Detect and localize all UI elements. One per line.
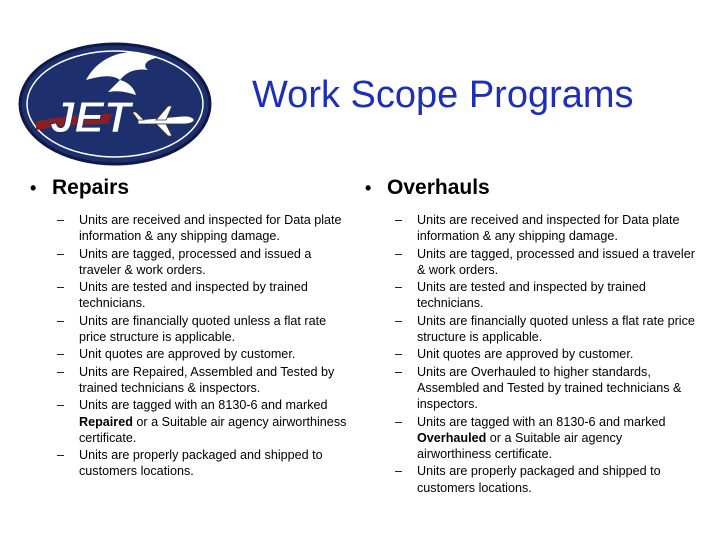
list-item: – Units are tagged, processed and issued a traveler & work orders. — [395, 246, 695, 277]
list-item: – Units are financially quoted unless a flat rate price structure is applicable. — [57, 313, 327, 345]
repairs-column — [30, 176, 350, 481]
list-item: – Units are tagged, processed and issued a traveler & work orders. — [57, 246, 312, 277]
bullet-icon: • — [30, 177, 37, 198]
list-item: – Units are tagged with an 8130-6 and marked Repaired or a Suitable air agency airworthiness certificate. — [57, 398, 347, 445]
list-item: – Unit quotes are approved by customer. — [57, 347, 296, 362]
list-item: – Units are Repaired, Assembled and Tested by trained technicians & inspectors. — [57, 364, 335, 395]
repairs-heading — [30, 176, 350, 200]
list-item: – Units are tested and inspected by trained technicians. — [57, 280, 308, 311]
overhauls-column — [365, 176, 695, 497]
list-item: – Units are tagged with an 8130-6 and marked Overhauled or a Suitable air agency airworthiness certificate. — [395, 414, 666, 462]
list-item: – Unit quotes are approved by customer. — [395, 347, 634, 362]
bullet-icon: • — [365, 177, 372, 198]
list-item: – Units are tested and inspected by trained technicians. — [395, 280, 646, 311]
overhauls-heading-label: Overhauls — [387, 176, 490, 199]
list-item: – Units are received and inspected for Data plate information & any shipping damage. — [395, 213, 680, 244]
list-item: – Units are Overhauled to higher standards, Assembled and Tested by trained technicians & inspectors. — [395, 364, 682, 412]
list-item: – Units are properly packaged and shipped to customers locations. — [57, 448, 323, 479]
logo-letters: JET — [50, 93, 131, 142]
overhauls-heading — [365, 176, 695, 200]
page-title: Work Scope Programs — [252, 74, 634, 116]
repairs-list — [30, 212, 350, 480]
list-item: – Units are properly packaged and shipped to customers locations. — [395, 464, 661, 495]
company-logo — [16, 40, 214, 168]
list-item: – Units are received and inspected for Data plate information & any shipping damage. — [57, 213, 342, 244]
repairs-heading-label: Repairs — [52, 176, 130, 199]
overhauls-list — [365, 212, 695, 496]
list-item: – Units are financially quoted unless a flat rate price structure is applicable. — [395, 313, 695, 345]
